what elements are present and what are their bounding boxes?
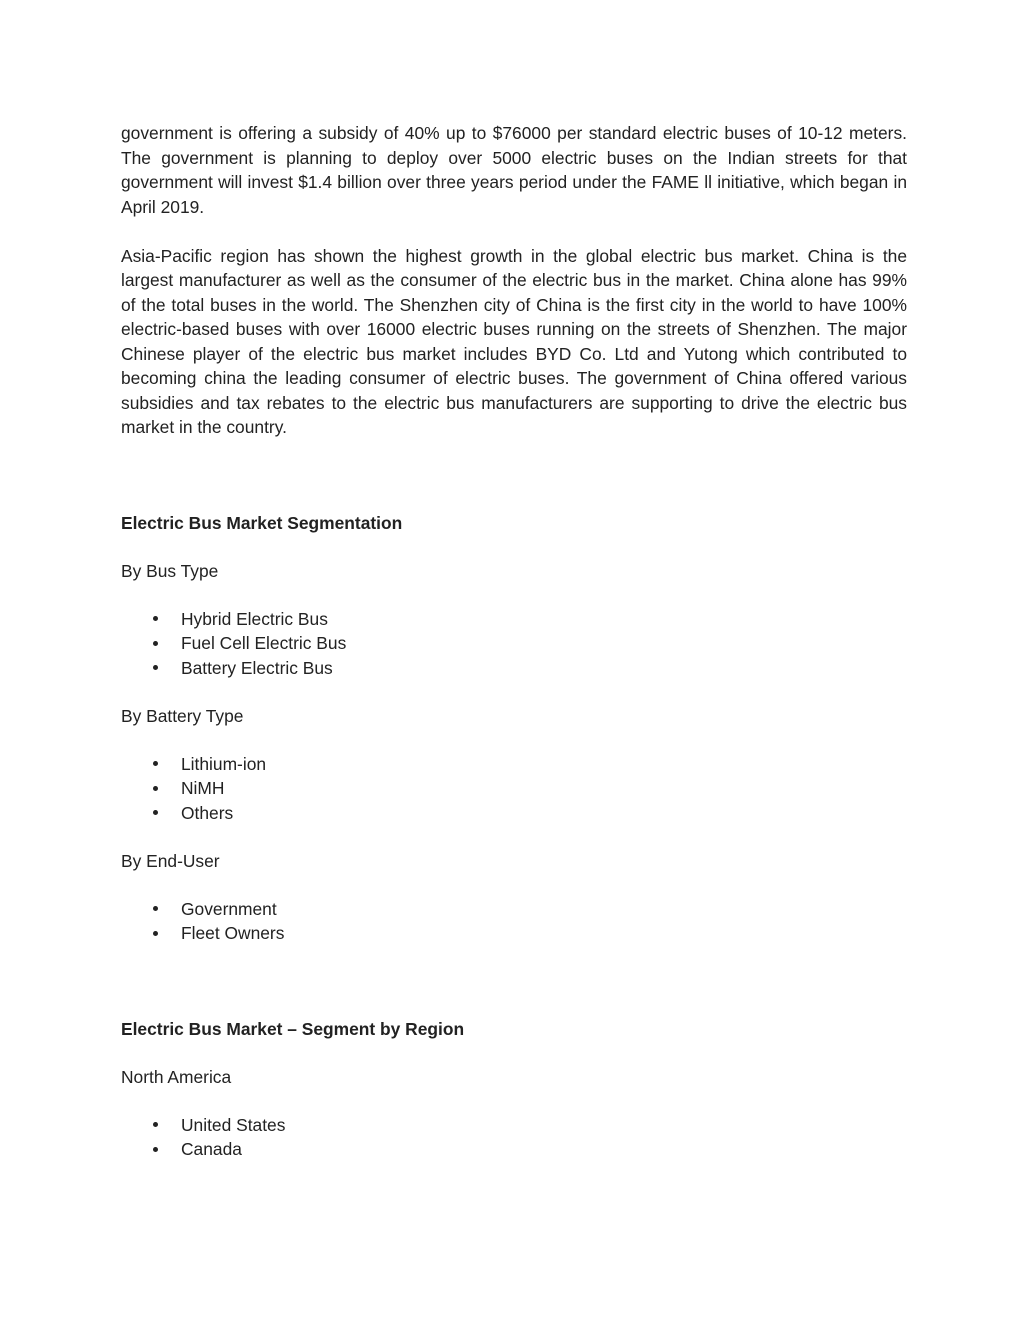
battery-type-list	[121, 752, 907, 826]
list-item	[121, 752, 907, 777]
list-item	[121, 1113, 907, 1138]
list-item-text: Fleet Owners	[181, 923, 285, 943]
list-item	[121, 801, 907, 826]
document-page	[121, 121, 907, 1162]
list-item	[121, 776, 907, 801]
bullet-icon	[153, 931, 158, 936]
list-item	[121, 1137, 907, 1162]
list-item-text: Lithium-ion	[181, 753, 267, 774]
segmentation-heading: Electric Bus Market Segmentation	[121, 512, 403, 533]
list-item	[121, 897, 907, 922]
list-item-text: Hybrid Electric Bus	[181, 608, 328, 629]
bullet-icon	[153, 810, 158, 815]
region-heading: Electric Bus Market – Segment by Region	[121, 1018, 465, 1039]
list-item	[121, 607, 907, 632]
list-item-text: NiMH	[181, 778, 225, 798]
by-bus-type-label: By Bus Type	[121, 560, 219, 581]
bullet-icon	[153, 1147, 158, 1152]
list-item	[121, 631, 907, 656]
end-user-list	[121, 897, 907, 946]
bullet-icon	[153, 641, 158, 646]
list-item-text: Government	[181, 898, 277, 919]
bullet-icon	[153, 1122, 158, 1127]
bullet-icon	[153, 786, 158, 791]
list-item	[121, 921, 907, 946]
list-item-text: Battery Electric Bus	[181, 657, 333, 678]
north-america-label: North America	[121, 1066, 232, 1087]
by-battery-type-label: By Battery Type	[121, 705, 244, 726]
list-item-text: Others	[181, 802, 234, 823]
list-item-text: United States	[181, 1114, 286, 1135]
intro-paragraph: government is offering a subsidy of 40% up to $76000 per standard electric buses of 10-12 meters. The government is planning to deploy over 5000 electric buses on the Indian streets for that government will invest $1.4 billion over three years period under the FAME ll initiative, which began in April 2019.	[121, 123, 907, 217]
north-america-list	[121, 1113, 907, 1162]
by-end-user-label: By End-User	[121, 850, 220, 871]
asia-pacific-paragraph: Asia-Pacific region has shown the highest growth in the global electric bus market. China is the largest manufacturer as well as the consumer of the electric bus in the market. China alone has 99% of the total buses in the world. The Shenzhen city of China is the first city in the world to have 100% electric-based buses with over 16000 electric buses running on the streets of Shenzhen. The major Chinese player of the electric bus market includes BYD Co. Ltd and Yutong which contributed to becoming china the leading consumer of electric buses. The government of China offered various subsidies and tax rebates to the electric bus manufacturers are supporting to drive the electric bus market in the country.	[121, 245, 907, 437]
bullet-icon	[153, 616, 158, 621]
list-item-text: Fuel Cell Electric Bus	[181, 633, 347, 653]
bullet-icon	[153, 761, 158, 766]
bullet-icon	[153, 906, 158, 911]
bullet-icon	[153, 665, 158, 670]
list-item-text: Canada	[181, 1139, 242, 1159]
list-item	[121, 656, 907, 681]
bus-type-list	[121, 607, 907, 681]
